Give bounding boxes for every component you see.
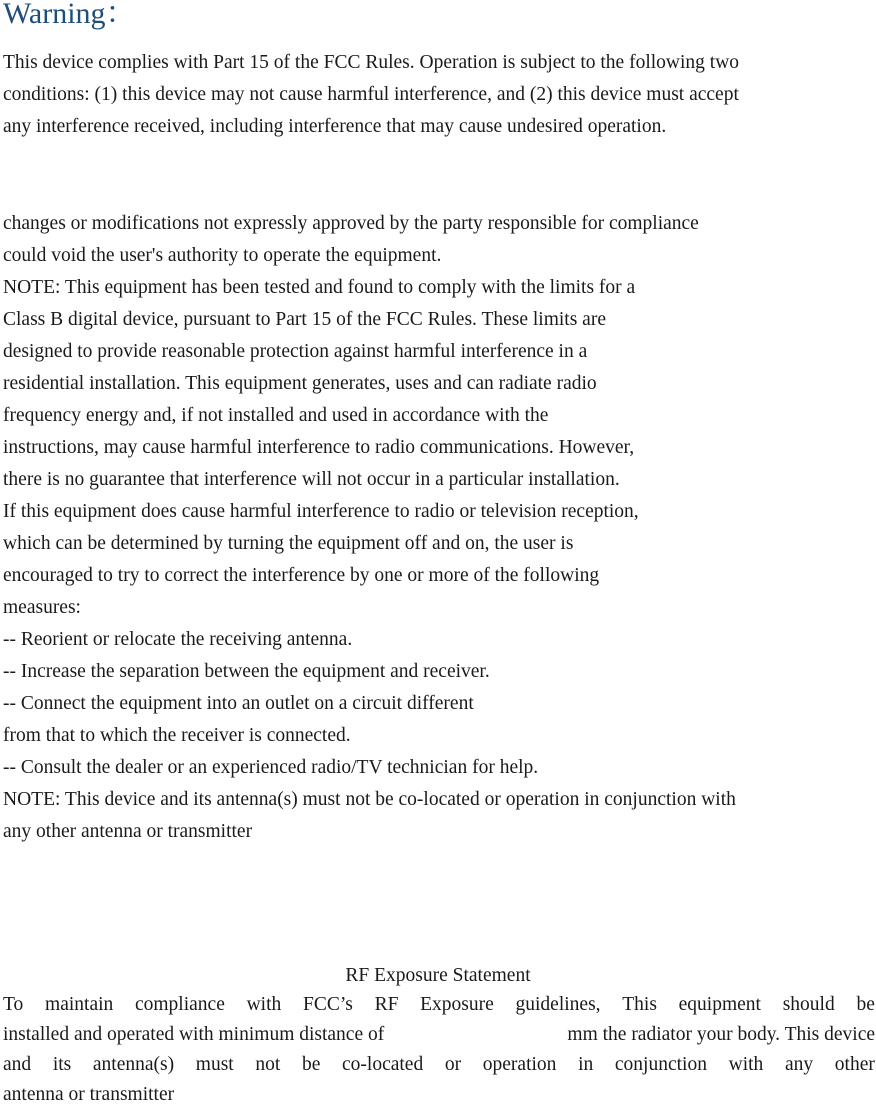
text-line: -- Increase the separation between the equipment and receiver. [3,661,490,682]
word: must [195,1054,234,1075]
text-line: If this equipment does cause harmful interference to radio or television reception, [3,501,639,522]
word: not [255,1054,281,1075]
word: guidelines, [515,994,601,1015]
text-line: -- Reorient or relocate the receiving antenna. [3,629,353,650]
text-line: measures: [3,597,81,618]
text-line: encouraged to try to correct the interference by one or more of the following [3,565,600,586]
word: with [246,994,282,1015]
word: in [578,1054,594,1075]
text-line: -- Connect the equipment into an outlet on a circuit different [3,693,474,714]
text-line: instructions, may cause harmful interference to radio communications. However, [3,437,635,458]
word: compliance [134,994,225,1015]
rf-line-1 [3,990,875,1020]
rf-line-2-end: mm the radiator your body. This device [567,1024,875,1045]
word: its [52,1054,72,1075]
text-line: any other antenna or transmitter [3,821,253,842]
word: operation [482,1054,557,1075]
text-line: residential installation. This equipment generates, uses and can radiate radio [3,373,597,394]
rf-line-4: antenna or transmitter [3,1084,175,1105]
word: or [444,1054,462,1075]
rf-line-2 [3,1020,875,1050]
word: with [728,1054,764,1075]
text-line: -- Consult the dealer or an experienced radio/TV technician for help. [3,757,539,778]
word: co-located [342,1054,424,1075]
word: antenna(s) [92,1054,175,1075]
word: any [784,1054,814,1075]
word: To [3,994,24,1015]
text-line: frequency energy and, if not installed and used in accordance with the [3,405,549,426]
rf-exposure-paragraph [3,990,876,1110]
rf-line-3 [3,1050,875,1080]
text-line: from that to which the receiver is connected. [3,725,351,746]
word: maintain [45,994,114,1015]
text-line: NOTE: This equipment has been tested and found to comply with the limits for a [3,277,636,298]
text-line: any interference received, including interference that may cause undesired operation. [3,116,667,137]
word: be [856,994,875,1015]
word: FCC’s [302,994,353,1015]
text-line: This device complies with Part 15 of the FCC Rules. Operation is subject to the following two [3,52,740,73]
rf-line-2-start: installed and operated with minimum distance of [3,1024,385,1045]
text-line: which can be determined by turning the equipment off and on, the user is [3,533,574,554]
rf-exposure-title: RF Exposure Statement [345,965,531,986]
text-line: changes or modifications not expressly approved by the party responsible for compliance [3,213,699,234]
text-line: could void the user's authority to operate the equipment. [3,245,442,266]
text-line: there is no guarantee that interference will not occur in a particular installation. [3,469,620,490]
text-line: conditions: (1) this device may not cause harmful interference, and (2) this device must accept [3,84,739,105]
text-line: Class B digital device, pursuant to Part 15 of the FCC Rules. These limits are [3,309,606,330]
text-line: NOTE: This device and its antenna(s) must not be co-located or operation in conjunction with [3,789,736,810]
word: RF [374,994,399,1015]
word: conjunction [614,1054,707,1075]
word: other [834,1054,875,1075]
fcc-compliance-paragraph [3,47,876,143]
word: equipment [678,994,761,1015]
text-line: designed to provide reasonable protection against harmful interference in a [3,341,588,362]
word: and [3,1054,32,1075]
word: should [782,994,835,1015]
word: Exposure [420,994,494,1015]
word: be [301,1054,321,1075]
word: This [622,994,657,1015]
fcc-notice-body [3,208,876,848]
warning-heading: Warning： [3,0,136,30]
